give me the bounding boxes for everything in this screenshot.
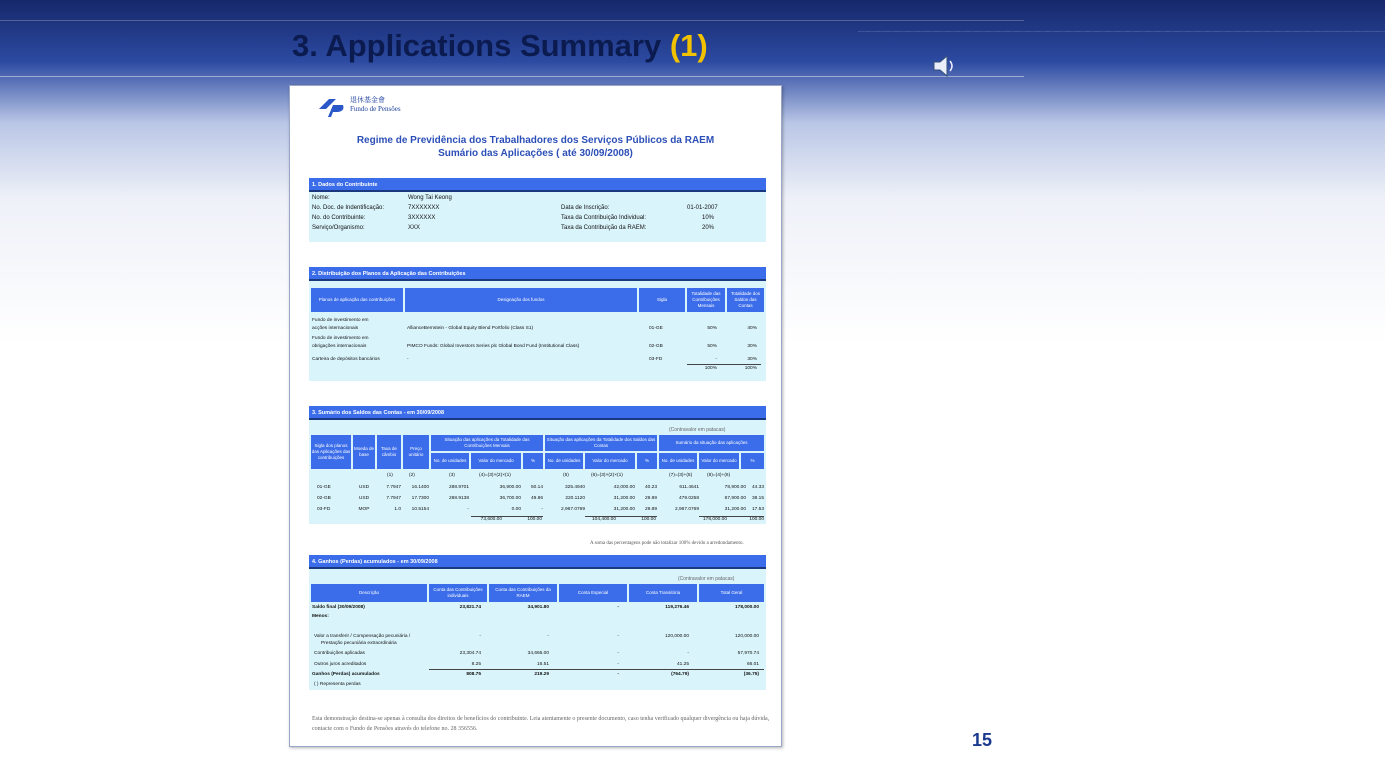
- table-cell: 03-FD: [317, 507, 331, 512]
- table-cell: 479.0258: [678, 496, 699, 501]
- field-label: No. Doc. de Indentificação:: [312, 205, 385, 211]
- table-cell: 325.4940: [564, 485, 585, 490]
- table-cell: 23,304.74: [459, 651, 481, 656]
- column-header: Valor do mercado: [471, 453, 521, 469]
- table-cell: -: [547, 634, 549, 639]
- column-header: Conta das Contribuições individuais: [429, 584, 487, 602]
- table-cell: 30%: [747, 357, 757, 362]
- column-header: Valor do mercado: [585, 453, 635, 469]
- column-header: No. de unidades: [545, 453, 583, 469]
- column-header: Conta Especial: [559, 584, 627, 602]
- table-cell: -: [687, 651, 689, 656]
- table-cell: 23,821.74: [459, 605, 481, 610]
- table-cell: -: [617, 634, 619, 639]
- currency-note: (Contravalor em patacas): [678, 576, 735, 582]
- loss-legend: ( ) Representa perdas: [314, 682, 361, 687]
- table-cell: 57,970.74: [737, 651, 759, 656]
- table-cell: 1.0: [394, 507, 401, 512]
- org-name: 退休基金會 Fundo de Pensões: [350, 96, 401, 113]
- footer-disclaimer: Esta demonstração destina-se apenas à consulta dos direitos de benefícios do contribuinte. Leia atentamente o presente documento, caso tenha verificado qualquer divergência ou haja dúvida, contacte com o Fundo de Pensões através do telefone no. 28 356556.: [312, 716, 770, 732]
- table-cell: -: [617, 672, 619, 677]
- column-header: Conta Transitória: [629, 584, 697, 602]
- summary-document: [289, 85, 782, 747]
- table-cell: USD: [358, 496, 370, 501]
- table-cell: 7.7947: [386, 485, 401, 490]
- column-group-header: Situação das aplicações da Totalidade dos Saldos das Contas: [545, 435, 657, 451]
- table-cell: 02-GB: [649, 344, 663, 349]
- column-group-header: Sumário da situação das aplicações: [659, 435, 764, 451]
- table-cell: 0.00: [511, 507, 521, 512]
- formula-label: (4)=(3)×(2)×(1): [479, 473, 511, 478]
- table-cell: 10.5154: [411, 507, 429, 512]
- column-header: Total Geral: [699, 584, 764, 602]
- section-header: 4. Ganhos (Perdas) acumulados - em 30/09/2008: [309, 555, 766, 569]
- row-label: Valor a transferir / Compensação pecuniária /: [314, 634, 411, 639]
- table-cell: -: [467, 507, 469, 512]
- table-cell: 29.89: [644, 496, 657, 501]
- field-value: 01-01-2007: [687, 205, 718, 211]
- field-label: Serviço/Organismo:: [312, 225, 365, 231]
- column-header: %: [523, 453, 543, 469]
- field-value: 20%: [702, 225, 715, 231]
- table-cell: 40.23: [644, 485, 657, 490]
- column-header: Totalidade das Contribuições Mensais: [687, 288, 725, 312]
- formula-label: (1): [387, 473, 393, 478]
- row-label: Saldo final (30/09/2008): [312, 605, 365, 610]
- decorative-text: ..........................................................................................................................................................................................................................................................................................................................................................................................................................................................................................: [858, 28, 1385, 33]
- table-cell: 120,000.00: [734, 634, 759, 639]
- table-cell: MOP: [358, 507, 370, 512]
- table-cell: -: [617, 605, 619, 610]
- table-cell: 7.7947: [386, 496, 401, 501]
- field-value: Wong Tai Keong: [408, 195, 452, 201]
- table-cell: 220.1120: [565, 496, 585, 501]
- formula-label: (3): [449, 473, 455, 478]
- field-label: No. do Contribuinte:: [312, 215, 366, 221]
- table-cell: 50%: [707, 344, 717, 349]
- table-cell: acções internacionais: [312, 326, 359, 331]
- table-cell: 40%: [747, 326, 757, 331]
- section-balances: [309, 406, 766, 524]
- table-cell: 01-GE: [317, 485, 331, 490]
- table-cell: 38.15: [751, 496, 764, 501]
- section-contributor: [309, 178, 766, 242]
- field-label: Data de Inscrição:: [561, 205, 610, 211]
- total-cell: 178,000.00: [702, 517, 727, 522]
- column-header: Preço unitário: [403, 435, 429, 469]
- table-cell: AllianceBernstein - Global Equity Blend Portfolio (Class S1): [407, 326, 534, 331]
- table-cell: 02-GB: [317, 496, 331, 501]
- total-cell: 100.00: [749, 517, 764, 522]
- total-cell: 73,600.00: [480, 517, 502, 522]
- table-cell: Fundo de investimento em: [312, 318, 369, 323]
- formula-label: (2): [409, 473, 415, 478]
- table-cell: 120,000.00: [664, 634, 689, 639]
- total-cell: 104,400.00: [591, 517, 616, 522]
- document-title: Regime de Previdência dos Trabalhadores dos Serviços Públicos da RAEM Sumário das Aplicações ( até 30/09/2008): [356, 135, 715, 159]
- table-cell: 41.25: [676, 662, 689, 667]
- column-header: No. de unidades: [431, 453, 469, 469]
- table-cell: 100%: [704, 366, 717, 371]
- table-cell: 31,200.00: [613, 496, 635, 501]
- table-cell: 50.14: [530, 485, 543, 490]
- page-number: 15: [972, 730, 993, 750]
- formula-label: (8)=(4)+(6): [707, 473, 731, 478]
- table-cell: (36.75): [743, 672, 759, 677]
- table-cell: 78,900.00: [724, 485, 746, 490]
- table-cell: -: [617, 651, 619, 656]
- table-cell: 49.86: [530, 496, 543, 501]
- table-cell: 67,900.00: [724, 496, 746, 501]
- table-cell: obrigações internacionais: [312, 344, 367, 349]
- table-cell: 29.89: [644, 507, 657, 512]
- table-cell: -: [407, 357, 409, 362]
- column-header: %: [741, 453, 764, 469]
- table-cell: 44.33: [751, 485, 764, 490]
- table-cell: 288.9138: [448, 496, 469, 501]
- table-cell: 42,000.00: [613, 485, 635, 490]
- formula-label: (5): [563, 473, 569, 478]
- field-value: XXX: [408, 225, 421, 231]
- table-cell: 16.51: [536, 662, 549, 667]
- speaker-icon[interactable]: [930, 52, 958, 80]
- total-cell: 100.00: [641, 517, 656, 522]
- column-header: Totalidade dos Saldos das Contas: [727, 288, 764, 312]
- column-header: No. de unidades: [659, 453, 697, 469]
- column-header: Conta das Contribuições da RAEM: [489, 584, 557, 602]
- column-header: Taxa de câmbio: [377, 435, 401, 469]
- table-cell: 2,967.0769: [674, 507, 699, 512]
- column-header: Sigla dos planos das Aplicações das contribuições: [311, 435, 351, 469]
- column-group-header: Situação das aplicações da Totalidade das Contribuições Mensais: [431, 435, 543, 451]
- column-header: Planos de aplicação das contribuições: [311, 288, 403, 312]
- total-cell: 100.00: [527, 517, 542, 522]
- section-gains: [309, 555, 766, 690]
- column-header: Moeda de base: [353, 435, 375, 469]
- table-cell: 2,967.0769: [560, 507, 585, 512]
- column-header: Sigla: [639, 288, 685, 312]
- table-cell: (764.79): [671, 672, 689, 677]
- table-cell: Menos:: [312, 614, 329, 619]
- slide-title: 3. Applications Summary (1): [292, 28, 708, 63]
- row-label: Outros juros acreditados: [314, 662, 367, 667]
- table-cell: 36,900.00: [499, 485, 521, 490]
- formula-label: (6)=(3)×(2)×(1): [591, 473, 623, 478]
- table-cell: 17.53: [751, 507, 764, 512]
- table-cell: 01-GE: [649, 326, 663, 331]
- section-header: 1. Dados do Contribuinte: [309, 178, 766, 192]
- table-cell: 66.01: [746, 662, 759, 667]
- currency-note: (Contravalor em patacas): [669, 427, 726, 433]
- section-header: 3. Sumário dos Saldos das Contas - em 30/09/2008: [309, 406, 766, 420]
- table-cell: -: [715, 357, 717, 362]
- field-label: Taxa da Contribuição Individual:: [561, 215, 647, 221]
- table-cell: 31,200.00: [724, 507, 746, 512]
- table-cell: 178,000.00: [734, 605, 759, 610]
- table-cell: 17.7300: [411, 496, 429, 501]
- column-header: Valor do mercado: [699, 453, 739, 469]
- formula-label: (7)=(3)+(5): [669, 473, 693, 478]
- row-label: Ganhos (Perdas) acumulados: [312, 672, 380, 677]
- table-cell: -: [541, 507, 543, 512]
- column-header: %: [637, 453, 657, 469]
- table-cell: 36,700.00: [499, 496, 521, 501]
- table-cell: 219.29: [534, 672, 549, 677]
- field-label: Nome:: [312, 195, 330, 201]
- field-value: 10%: [702, 215, 715, 221]
- table-cell: 50%: [707, 326, 717, 331]
- field-value: 3XXXXXX: [408, 215, 436, 221]
- section-header: 2. Distribuição dos Planos da Aplicação das Contribuições: [309, 267, 766, 281]
- table-cell: -: [617, 662, 619, 667]
- field-label: Taxa da Contribuição da RAEM:: [561, 225, 647, 231]
- table-cell: 30%: [747, 344, 757, 349]
- table-cell: 31,200.00: [613, 507, 635, 512]
- table-cell: 34,666.00: [527, 651, 549, 656]
- table-cell: 288.9701: [448, 485, 469, 490]
- table-cell: 8.25: [471, 662, 481, 667]
- table-cell: 611.4641: [679, 485, 699, 490]
- table-cell: 119,276.46: [665, 605, 689, 610]
- fund-logo-icon: [316, 95, 346, 119]
- column-header: Designação dos fundos: [405, 288, 637, 312]
- table-cell: 03-FD: [649, 357, 663, 362]
- section-distribution: [309, 267, 766, 381]
- column-header: Descrição: [311, 584, 427, 602]
- table-cell: 34,901.80: [527, 605, 549, 610]
- table-cell: 808.75: [466, 672, 481, 677]
- table-cell: PIMCO Funds: Global Investors Series plc Global Bond Fund (Institutional Class): [407, 344, 580, 349]
- table-cell: -: [479, 634, 481, 639]
- row-label: Contribuições aplicadas: [314, 651, 365, 656]
- table-cell: Fundo de investimento em: [312, 336, 369, 341]
- table-cell: 16.1400: [411, 485, 429, 490]
- rounding-note: A soma das percentagens pode não totalizar 100% devido a arredondamento.: [590, 541, 744, 546]
- table-cell: USD: [358, 485, 370, 490]
- table-cell: 100%: [744, 366, 757, 371]
- row-label: Prestação pecuniária extraordinária: [321, 641, 397, 646]
- table-cell: Carteira de depósitos bancários: [312, 357, 380, 362]
- field-value: 7XXXXXXX: [408, 205, 440, 211]
